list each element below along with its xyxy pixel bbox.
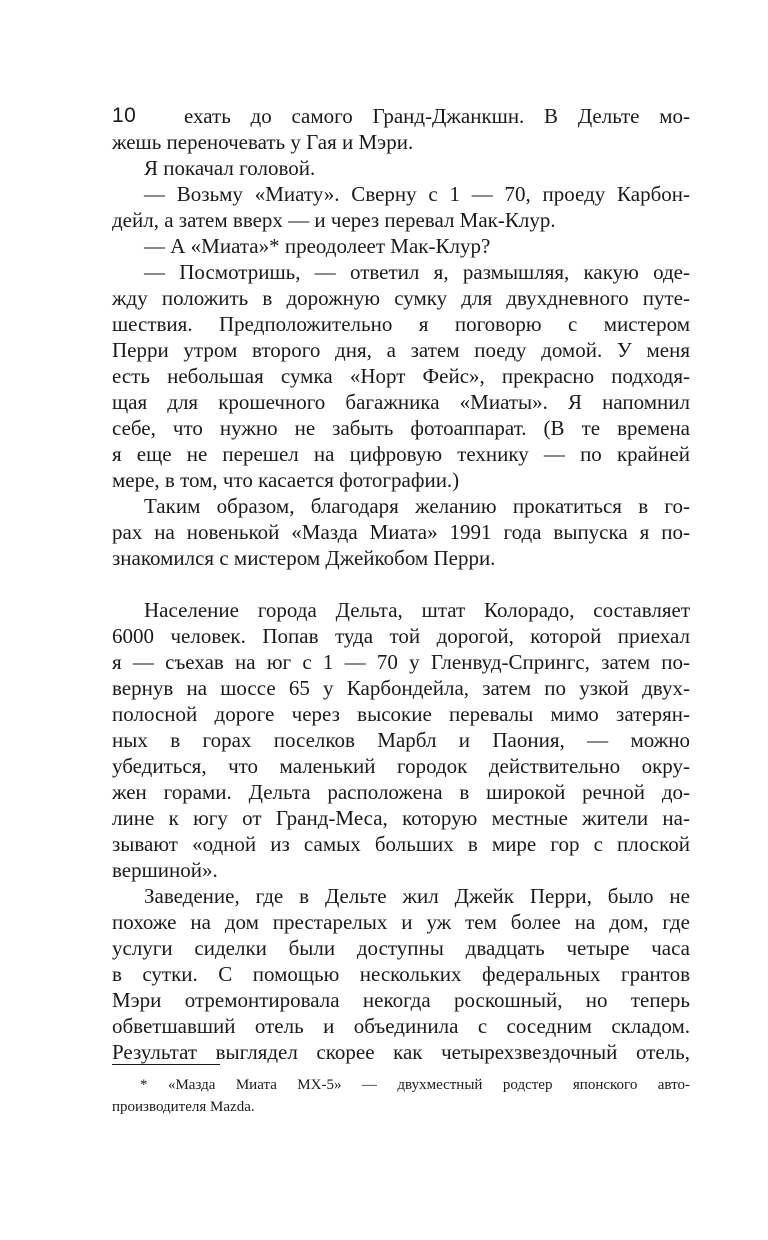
text-line: мере, в том, что касается фотографии.) — [112, 468, 460, 492]
text-line: Мэри отремонтировала некогда роскошный, но теперь — [112, 988, 690, 1012]
text-line: я еще не перешел на цифровую технику — по крайней — [112, 442, 690, 466]
text-line: зывают «одной из самых больших в мире гор с плоской — [112, 832, 690, 856]
text-line: 6000 человек. Попав туда той дорогой, которой приехал — [112, 624, 690, 648]
text-line: полосной дороге через высокие перевалы мимо затерян- — [112, 702, 690, 726]
page-number: 10 — [112, 104, 137, 127]
text-line: вершиной». — [112, 858, 218, 882]
text-line: знакомился с мистером Джейкобом Перри. — [112, 546, 496, 570]
text-line: себе, что нужно не забыть фотоаппарат. (В те времена — [112, 416, 690, 440]
text-line: жешь переночевать у Гая и Мэри. — [112, 130, 414, 154]
text-line: ехать до самого Гранд-Джанкшн. В Дельте мо- — [184, 104, 690, 128]
text-line: вернув на шоссе 65 у Карбондейла, затем по узкой двух- — [112, 676, 690, 700]
text-line: в сутки. С помощью нескольких федеральных грантов — [112, 962, 690, 986]
footnote-rule — [112, 1064, 220, 1065]
text-line: ных в горах поселков Марбл и Паония, — можно — [112, 728, 690, 752]
text-line: — А «Миата»* преодолеет Мак-Клур? — [144, 234, 491, 258]
text-line: щая для крошечного багажника «Миаты». Я напомнил — [112, 390, 690, 414]
footnote-line: производителя Mazda. — [112, 1099, 255, 1115]
text-line: обветшавший отель и объединила с соседним складом. — [112, 1014, 690, 1038]
text-line: я — съехав на юг с 1 — 70 у Гленвуд-Спрингс, затем по- — [112, 650, 690, 674]
text-line: — Возьму «Миату». Сверну с 1 — 70, проеду Карбон- — [144, 182, 690, 206]
text-line: жду положить в дорожную сумку для двухдневного путе- — [112, 286, 690, 310]
text-line: Результат выглядел скорее как четырехзвездочный отель, — [112, 1040, 690, 1064]
text-line: жен горами. Дельта расположена в широкой речной до- — [112, 780, 690, 804]
text-line: Таким образом, благодаря желанию прокатиться в го- — [144, 494, 690, 518]
text-line: есть небольшая сумка «Норт Фейс», прекрасно подходя- — [112, 364, 690, 388]
text-line: Перри утром второго дня, а затем поеду домой. У меня — [112, 338, 690, 362]
text-line: рах на новенькой «Мазда Миата» 1991 года выпуска я по- — [112, 520, 690, 544]
text-line: лине к югу от Гранд-Меса, которую местные жители на- — [112, 806, 690, 830]
text-line: убедиться, что маленький городок действительно окру- — [112, 754, 690, 778]
text-line: услуги сиделки были доступны двадцать четыре часа — [112, 936, 690, 960]
text-line: Заведение, где в Дельте жил Джейк Перри, было не — [144, 884, 690, 908]
text-line: шествия. Предположительно я поговорю с мистером — [112, 312, 690, 336]
text-line: Население города Дельта, штат Колорадо, составляет — [144, 598, 690, 622]
text-line: дейл, а затем вверх — и через перевал Мак-Клур. — [112, 208, 556, 232]
text-line: Я покачал головой. — [144, 156, 316, 180]
footnote-line: * «Мазда Миата MX-5» — двухместный родстер японского авто- — [140, 1077, 690, 1093]
text-line: — Посмотришь, — ответил я, размышляя, какую оде- — [144, 260, 690, 284]
text-line: похоже на дом престарелых и уж тем более на дом, где — [112, 910, 690, 934]
